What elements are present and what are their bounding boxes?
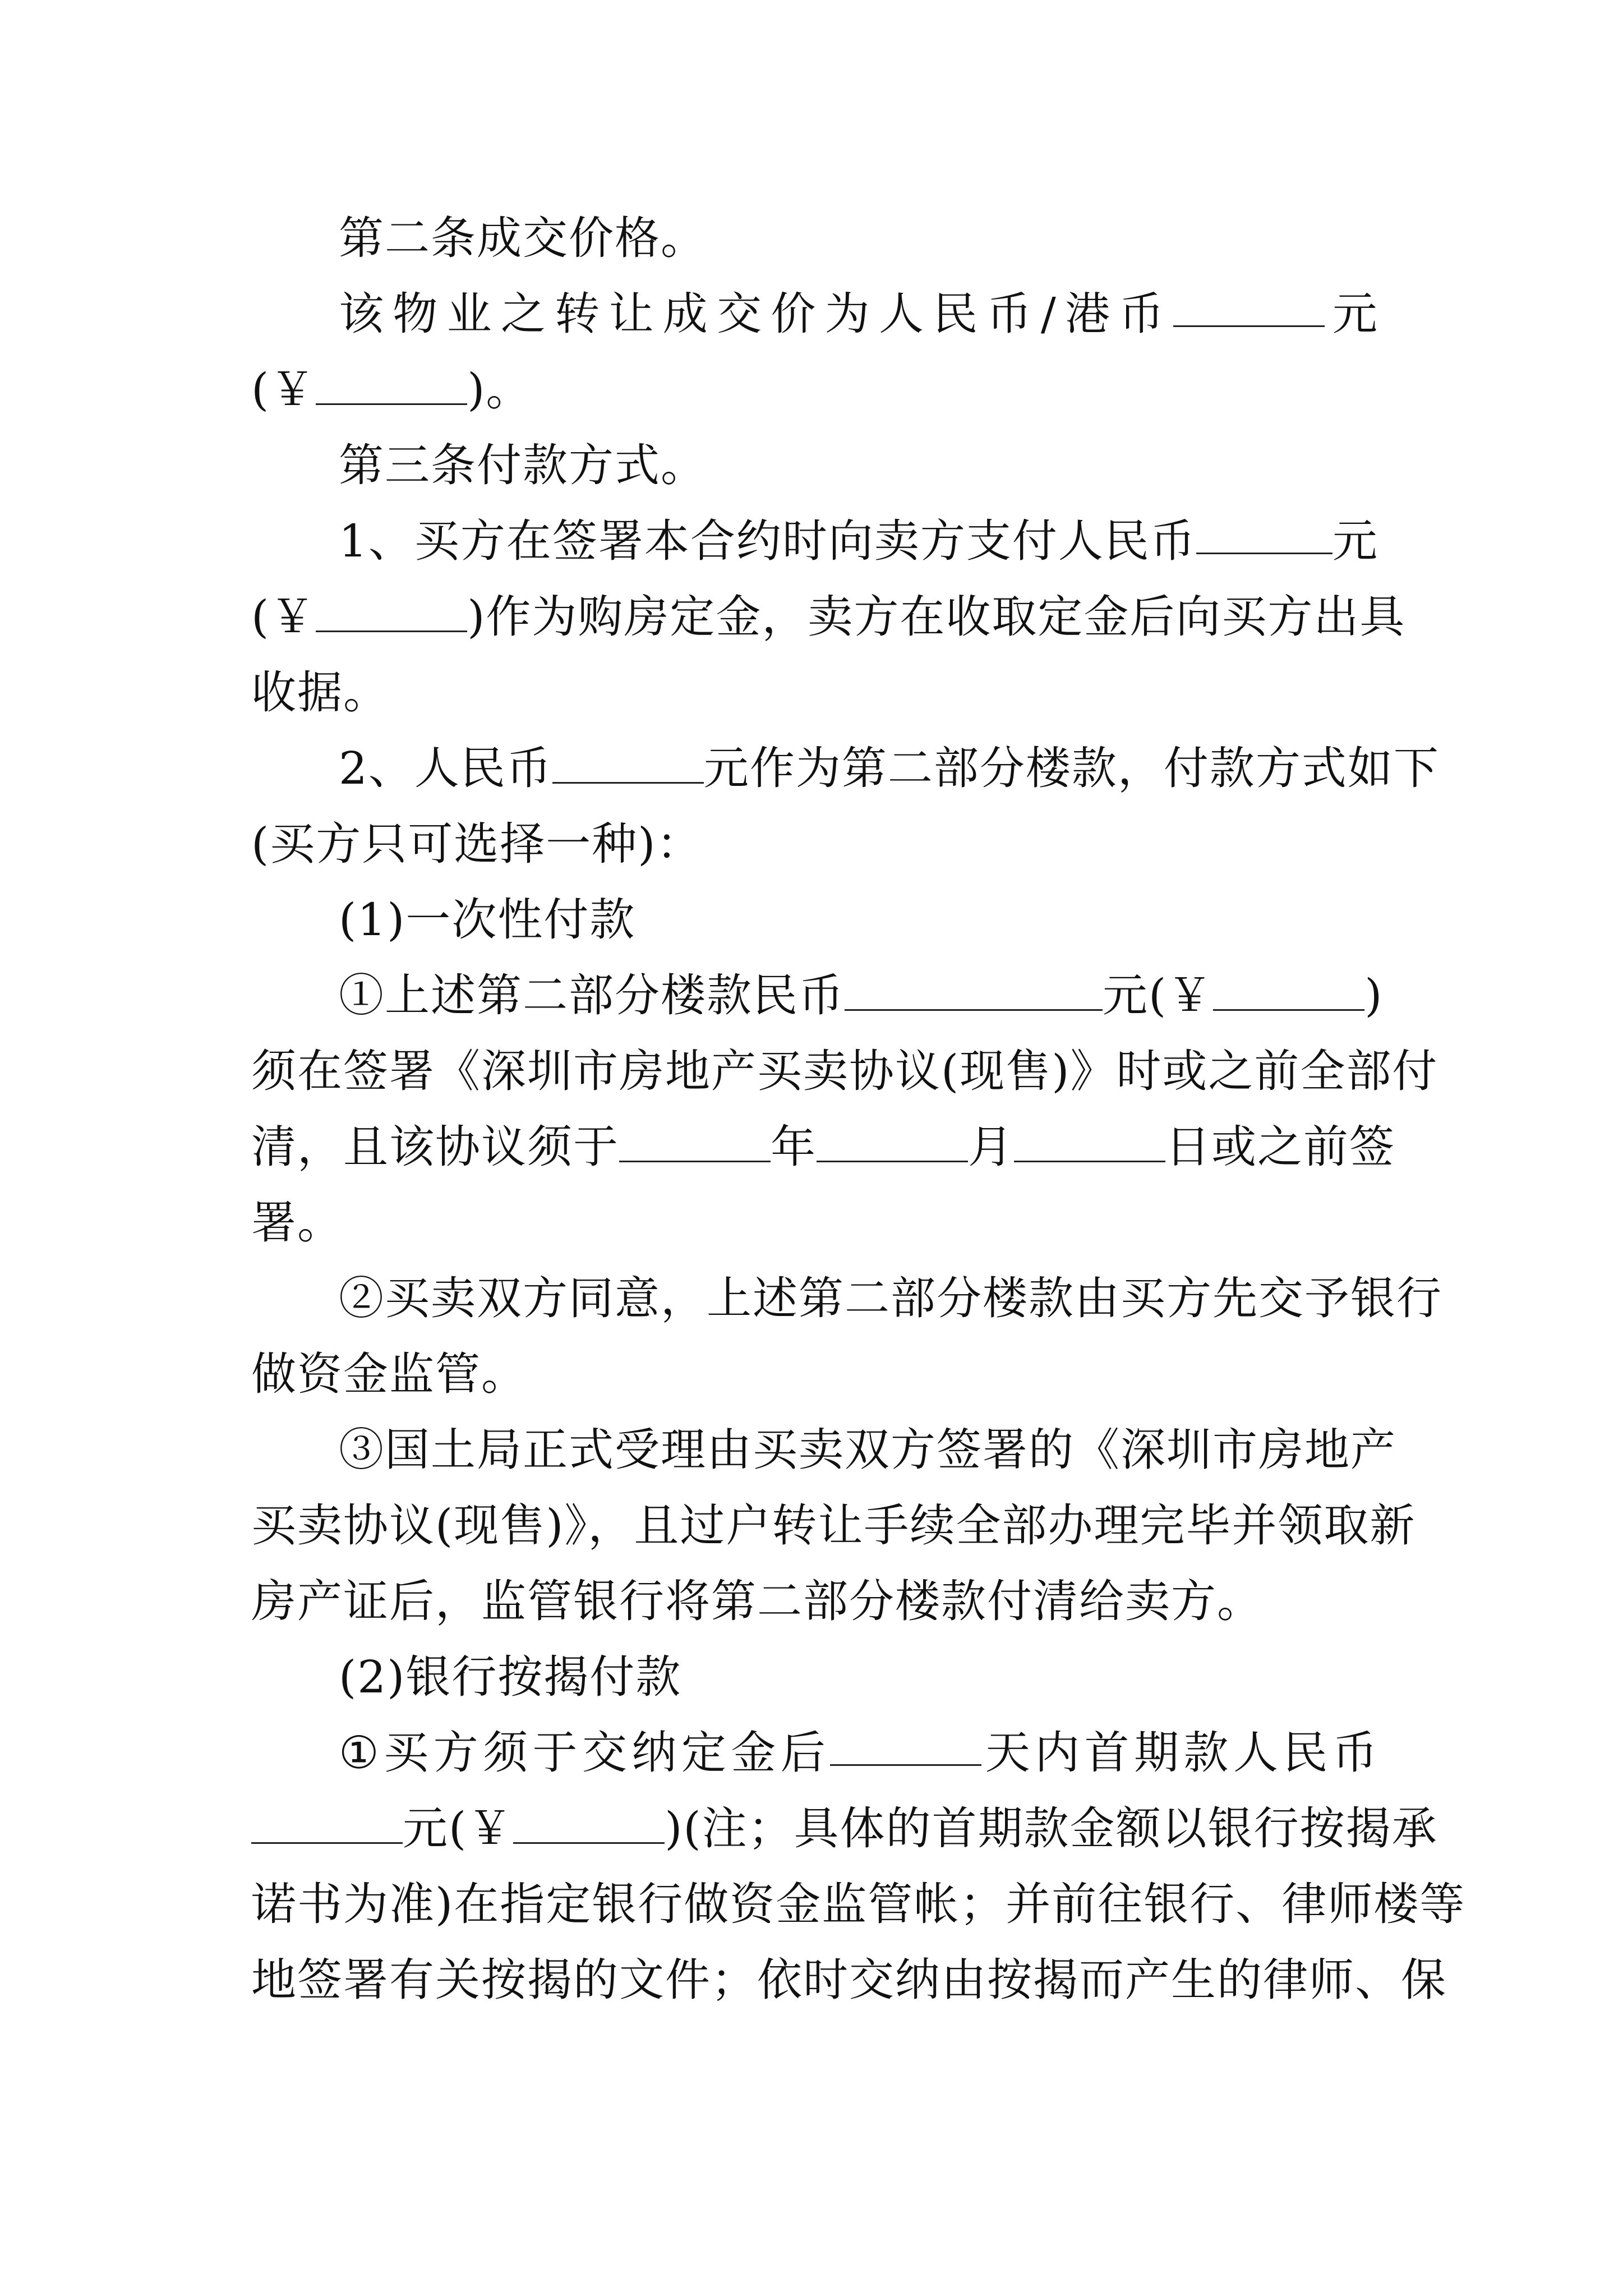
price-line-2: (￥ )。 [251, 364, 532, 416]
escrow-line-2: 做资金监管。 [251, 1348, 527, 1400]
mortgage-line-4: 地签署有关按揭的文件；依时交纳由按揭而产生的律师、保 [251, 1954, 1447, 2006]
text-char: 成 [662, 288, 709, 340]
text-char: 款 [1183, 1727, 1230, 1779]
text-char: 卖 [874, 515, 920, 567]
second-payment-line-1: 2、人民币 元作为第二部分楼款，付款方式如下 [339, 742, 1440, 794]
article-3-heading: 第三条付款方式。 [339, 439, 707, 491]
escrow-line-1: ②买卖双方同意，上述第二部分楼款由买方先交予银行 [339, 1272, 1442, 1324]
text-char: 人 [878, 288, 925, 340]
text-char: 内 [1035, 1727, 1081, 1779]
text-char: / [1040, 288, 1057, 340]
deposit-line-2: (￥ )作为购房定金，卖方在收取定金后向买方出具 [251, 591, 1406, 643]
text-char: 本 [644, 515, 690, 567]
text-char: 约 [736, 515, 782, 567]
text-char: 人 [1233, 1727, 1279, 1779]
text-char: 该 [339, 288, 385, 340]
text-char: 币 [1119, 288, 1165, 340]
text-char: 买 [384, 1727, 430, 1779]
text-char: 1、 [339, 515, 414, 567]
text-char: 方 [433, 1727, 479, 1779]
month-blank[interactable] [817, 1121, 968, 1162]
text-char: 定 [681, 1727, 727, 1779]
text-char: 支 [966, 515, 1012, 567]
text-char: ① [339, 1727, 380, 1779]
second-payment-line-2: (买方只可选择一种)： [251, 818, 703, 870]
text-char: 后 [780, 1727, 827, 1779]
text-char: 交 [582, 1727, 628, 1779]
transfer-line-3: 房产证后，监管银行将第二部分楼款付清给卖方。 [251, 1575, 1263, 1627]
mortgage-line-2: 元(￥ )(注；具体的首期款金额以银行按揭承 [251, 1801, 1378, 1857]
text-char: 签 [552, 515, 598, 567]
day-blank[interactable] [1014, 1121, 1165, 1162]
second-payment-blank[interactable] [552, 743, 704, 784]
text-char: 方 [460, 515, 506, 567]
option-1-heading: (1)一次性付款 [339, 894, 636, 946]
text-char: 人 [1058, 515, 1104, 567]
option-1-line-2: 须在签署《深圳市房地产买卖协议(现售)》时或之前全部付 [251, 1045, 1438, 1097]
option-1-line-1: ①上述第二部分楼款民币 元(￥ ) [339, 969, 1384, 1022]
text-char: 署 [598, 515, 644, 567]
text-char: 为 [824, 288, 871, 340]
text-char: 让 [608, 288, 655, 340]
price-line-1 [339, 286, 1378, 342]
text-char: 民 [1283, 1727, 1329, 1779]
option-1-yuan-blank[interactable] [1213, 970, 1364, 1011]
mortgage-line-3: 诺书为准)在指定银行做资金监管帐；并前往银行、律师楼等 [251, 1878, 1466, 1930]
option-1-line-3: 清，且该协议须于 年 月 日或之前签 [251, 1121, 1395, 1173]
text-char: 民 [1104, 515, 1150, 567]
text-char: 付 [1012, 515, 1058, 567]
text-char: 须 [483, 1727, 529, 1779]
text-char: 在 [506, 515, 552, 567]
transfer-line-2: 买卖协议(现售)》，且过户转让手续全部办理完毕并领取新 [251, 1499, 1416, 1552]
days-blank[interactable] [830, 1725, 981, 1766]
text-char: 首 [1084, 1727, 1131, 1779]
option-1-amount-blank[interactable] [845, 970, 1103, 1011]
deposit-amount-words-blank[interactable] [1196, 513, 1332, 554]
mortgage-line-1 [339, 1725, 1378, 1781]
text-char: 业 [446, 288, 493, 340]
price-amount-words-blank[interactable] [1173, 286, 1325, 327]
text-char: 民 [933, 288, 979, 340]
price-amount-blank[interactable] [316, 364, 467, 405]
text-char: 物 [393, 288, 439, 340]
text-char: 交 [717, 288, 763, 340]
text-char: 向 [828, 515, 874, 567]
text-char: 买 [414, 515, 460, 567]
text-char: 元 [1332, 515, 1378, 567]
option-2-heading: (2)银行按揭付款 [339, 1651, 682, 1703]
option-1-line-4: 署。 [251, 1197, 343, 1249]
text-char: 元 [1332, 288, 1378, 340]
text-char: 港 [1065, 288, 1112, 340]
text-char: 天 [985, 1727, 1031, 1779]
text-char: 转 [555, 288, 601, 340]
deposit-amount-blank[interactable] [316, 591, 467, 632]
text-char: 币 [1150, 515, 1196, 567]
text-char: 时 [782, 515, 828, 567]
deposit-line-1 [339, 513, 1378, 569]
text-char: 币 [1332, 1727, 1378, 1779]
article-2-heading: 第二条成交价格。 [339, 212, 707, 264]
deposit-line-3: 收据。 [251, 666, 389, 719]
text-char: 合 [690, 515, 736, 567]
text-char: 之 [500, 288, 547, 340]
down-payment-yuan-blank[interactable] [513, 1803, 665, 1844]
text-char: 期 [1134, 1727, 1181, 1779]
text-char: 价 [771, 288, 817, 340]
text-char: 于 [532, 1727, 579, 1779]
text-char: 币 [986, 288, 1033, 340]
text-char: 方 [920, 515, 966, 567]
year-blank[interactable] [619, 1121, 771, 1162]
text-char: 金 [731, 1727, 777, 1779]
down-payment-blank[interactable] [251, 1803, 403, 1844]
transfer-line-1: ③国土局正式受理由买卖双方签署的《深圳市房地产 [339, 1424, 1396, 1476]
text-char: 纳 [631, 1727, 678, 1779]
